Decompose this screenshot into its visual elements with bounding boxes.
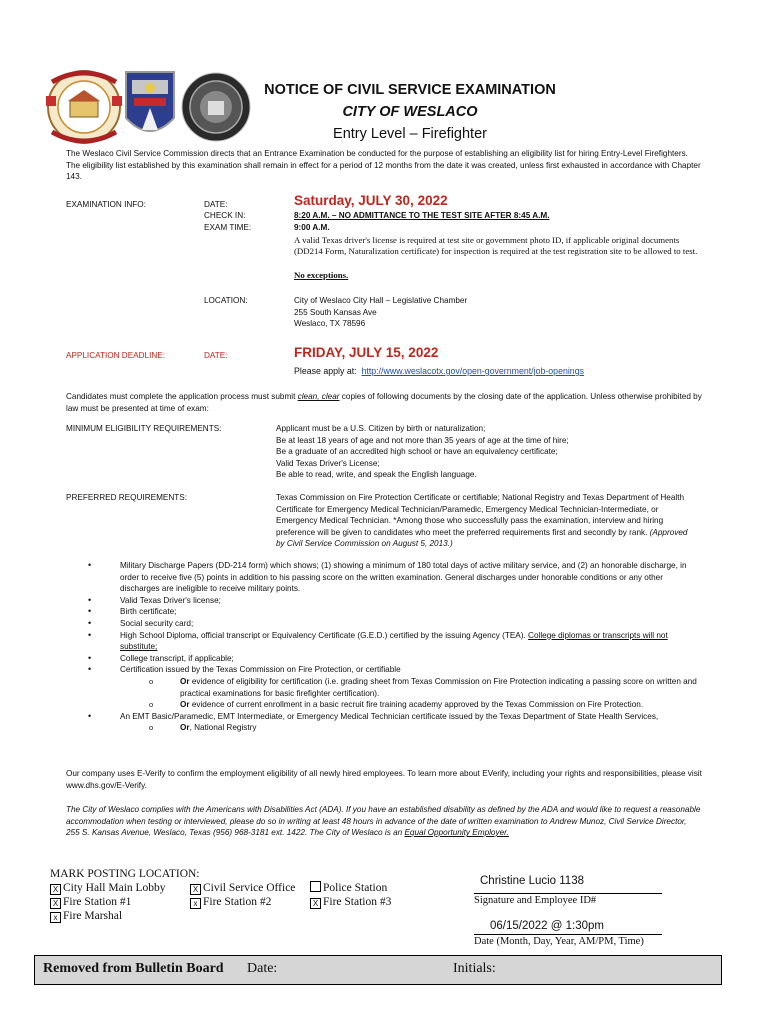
- position-title: Entry Level – Firefighter: [333, 126, 487, 142]
- signature-value[interactable]: Christine Lucio 1138: [480, 875, 584, 887]
- list-item: • Birth certificate;: [66, 606, 702, 618]
- bulletin-board-removal-bar: [34, 955, 722, 985]
- job-openings-link[interactable]: http://www.weslacotx.gov/open-government/job-openings: [361, 366, 584, 376]
- signature-line: [474, 893, 662, 894]
- list-item: • Social security card;: [66, 618, 702, 630]
- posting-fire-station-3[interactable]: X Fire Station #3: [310, 895, 391, 909]
- exam-time-value: 9:00 A.M.: [294, 223, 330, 232]
- list-item: Applicant must be a U.S. Citizen by birth or naturalization;: [276, 424, 486, 433]
- minimum-requirements-list: [276, 423, 706, 481]
- location-line: Weslaco, TX 78596: [294, 319, 366, 329]
- list-item: Valid Texas Driver's License;: [276, 458, 380, 468]
- id-requirement-note: A valid Texas driver's license is required at test site or government photo ID, if applicable original documents (DD214 Form, Naturalization certificate) for inspection is required at the test registration site to be allowed to test.: [294, 235, 698, 257]
- everify-paragraph: Our company uses E-Verify to confirm the employment eligibility of all newly hired employees. To learn more about EVerify, including your rights and responsibilities, please visit www.dhs.gov/E-Verify.: [66, 769, 702, 790]
- posting-location-label: MARK POSTING LOCATION:: [50, 868, 200, 880]
- list-item: • An EMT Basic/Paramedic, EMT Intermediate, or Emergency Medical Technician certificate issued by the Texas Department of State Health Services,: [66, 711, 702, 723]
- posting-civil-service[interactable]: X Civil Service Office: [190, 881, 295, 895]
- posting-police-station[interactable]: Police Station: [310, 881, 387, 895]
- exam-info-label: EXAMINATION INFO:: [66, 200, 146, 209]
- preferred-requirements-text: Texas Commission on Fire Protection Certificate or certifiable; National Registry and Texas Department of Health Certificate for Emergency Medical Technician/Paramedic, Emergency Medical Technician-Intermediate, or Emergency Medical Technician. *Among those who successfully pass the examination, interview and hiring preference will be given to candidates who meet the preferred requirements first and secondly by rank. (Approved by Civil Service Commission on August 5, 2013.): [276, 493, 688, 549]
- posting-city-hall[interactable]: X City Hall Main Lobby: [50, 881, 166, 895]
- preferred-requirements-label: PREFERRED REQUIREMENTS:: [66, 493, 188, 502]
- candidates-paragraph: Candidates must complete the application process must submit clean, clear copies of following documents by the closing date of the application. Unless otherwise prohibited by law must be presented at time of exam:: [66, 392, 702, 413]
- checkbox[interactable]: X: [310, 898, 321, 909]
- application-deadline-label: APPLICATION DEADLINE:: [66, 351, 166, 360]
- location-line: City of Weslaco City Hall – Legislative Chamber: [294, 296, 468, 305]
- application-date-label: DATE:: [204, 351, 228, 360]
- application-date-value: FRIDAY, JULY 15, 2022: [294, 345, 439, 360]
- no-exceptions-note: No exceptions.: [294, 270, 349, 280]
- signature-label: Signature and Employee ID#: [474, 895, 597, 906]
- removed-label: Removed from Bulletin Board: [43, 961, 224, 976]
- checkin-label: CHECK IN:: [204, 211, 246, 220]
- list-item: • College transcript, if applicable;: [66, 653, 702, 665]
- fire-department-badge-logo: [126, 72, 174, 131]
- exam-date-value: Saturday, JULY 30, 2022: [294, 193, 448, 208]
- removed-date-label: Date:: [247, 961, 278, 976]
- list-subitem: o Or, National Registry: [66, 722, 702, 734]
- city-name: CITY OF WESLACO: [342, 104, 478, 120]
- city-seal-logo: [46, 71, 122, 143]
- location-label: LOCATION:: [204, 296, 248, 305]
- list-item: • High School Diploma, official transcript or Equivalency Certificate (G.E.D.) certified by the issuing Agency (TEA). College diplomas or transcripts will not substitute;: [66, 630, 702, 653]
- date-label: Date (Month, Day, Year, AM/PM, Time): [474, 936, 644, 947]
- list-item: Be a graduate of an accredited high school or have an equivalency certificate;: [276, 447, 558, 457]
- list-item: • Military Discharge Papers (DD-214 form) which shows; (1) showing a minimum of 180 total days of active military service, and (2) an honorable discharge, in order to receive five (5) points in addition to his passing score on the written examination. General discharges under honorable conditions or any other discharges are ineligible to receive military points.: [66, 560, 702, 595]
- list-subitem: o Or evidence of current enrollment in a basic recruit fire training academy approved by the Texas Commission on Fire Protection.: [66, 699, 702, 711]
- minimum-requirements-label: MINIMUM ELIGIBILITY REQUIREMENTS:: [66, 424, 222, 433]
- exam-time-label: EXAM TIME:: [204, 223, 252, 232]
- ada-paragraph: The City of Weslaco complies with the Americans with Disabilities Act (ADA). If you have an established disability as defined by the ADA and would like to request a reasonable accommodation when testing or interviewed, please do so in writing at least 48 hours in advance of the date of written examination to Andrew Munoz, Civil Service Director, 255 S. Kansas Avenue, Weslaco, Texas (956) 968-3181 ext. 1422. The City of Weslaco is an Equal Opportunity Employer.: [66, 805, 701, 838]
- list-subitem: o Or evidence of eligibility for certification (i.e. grading sheet from Texas Commission on Fire Protection indicating a passing score on written and practical examinations for basic firefighter certification).: [66, 676, 702, 699]
- list-item: Be at least 18 years of age and not more than 35 years of age at the time of hire;: [276, 435, 569, 445]
- notice-title: NOTICE OF CIVIL SERVICE EXAMINATION: [264, 82, 556, 98]
- list-item: • Valid Texas Driver's license;: [66, 595, 702, 607]
- checkbox[interactable]: X: [50, 884, 61, 895]
- document-list: [66, 560, 702, 734]
- list-item: • Certification issued by the Texas Commission on Fire Protection, or certifiable: [66, 664, 702, 676]
- initials-label: Initials:: [453, 961, 496, 976]
- checkbox[interactable]: [310, 881, 321, 892]
- checkin-value: 8:20 A.M. – NO ADMITTANCE TO THE TEST SITE AFTER 8:45 A.M.: [294, 211, 550, 220]
- checkbox[interactable]: x: [50, 912, 61, 923]
- location-line: 255 South Kansas Ave: [294, 307, 377, 317]
- list-item: Be able to read, write, and speak the English language.: [276, 470, 477, 480]
- exam-date-label: DATE:: [204, 200, 228, 209]
- intro-paragraph: The Weslaco Civil Service Commission directs that an Entrance Examination be conducted for the purpose of establishing an eligibility list for hiring Entry-Level Firefighters. The eligibility list established by this examination shall remain in effect for a period of 12 months from the date it was created, unless first exhausted in accordance with Chapter 143.: [66, 149, 701, 182]
- posting-fire-marshal[interactable]: x Fire Marshal: [50, 909, 122, 923]
- checkbox[interactable]: X: [190, 884, 201, 895]
- location-address: [294, 295, 467, 330]
- date-line: [474, 934, 662, 935]
- checkbox[interactable]: X: [50, 898, 61, 909]
- posting-fire-station-1[interactable]: X Fire Station #1: [50, 895, 131, 909]
- date-value[interactable]: 06/15/2022 @ 1:30pm: [490, 920, 604, 932]
- apply-label: Please apply at:: [294, 366, 357, 376]
- checkbox[interactable]: x: [190, 898, 201, 909]
- posting-fire-station-2[interactable]: x Fire Station #2: [190, 895, 271, 909]
